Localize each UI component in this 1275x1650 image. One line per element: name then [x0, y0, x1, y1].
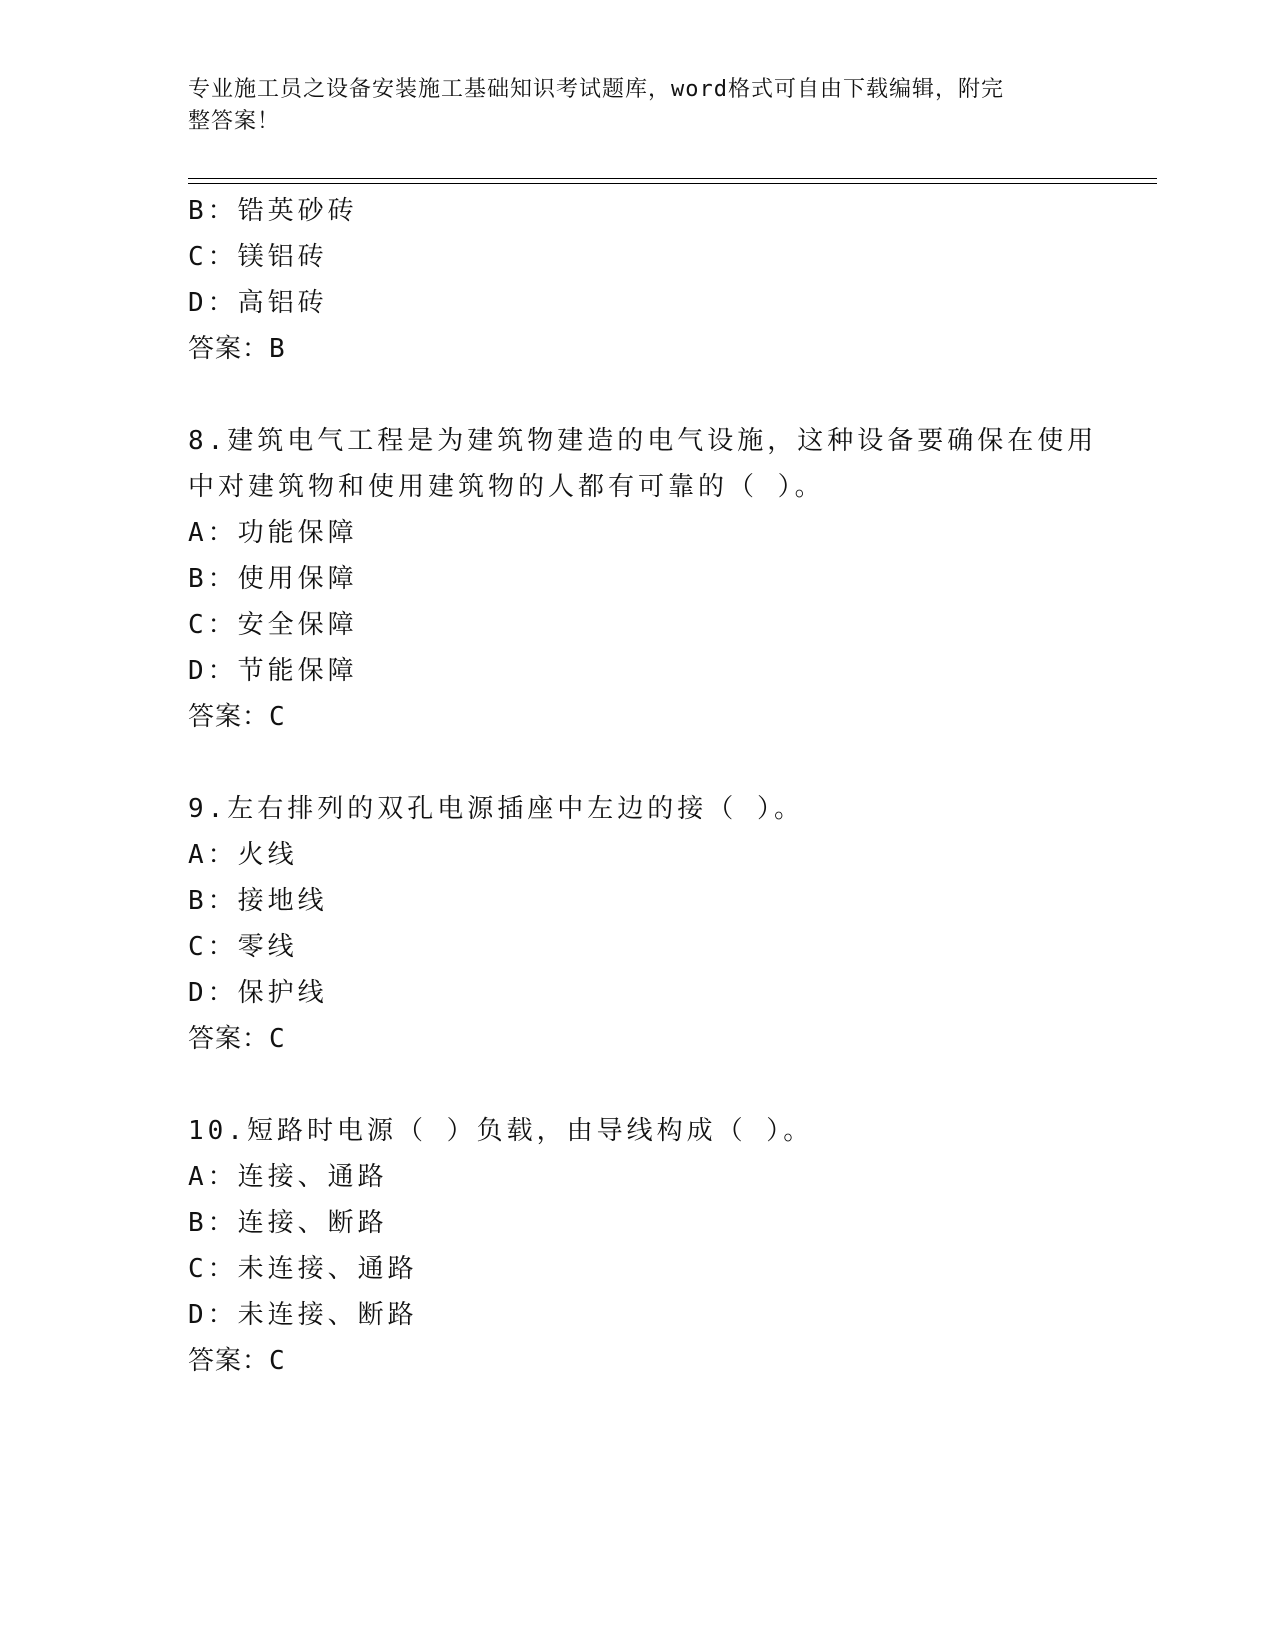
option-a: A：火线	[188, 840, 298, 870]
answer: 答案：C	[188, 702, 286, 732]
document-header	[188, 74, 1068, 138]
question-9	[188, 786, 1088, 1062]
answer: 答案：C	[188, 1346, 286, 1376]
option-d: D：保护线	[188, 978, 328, 1008]
option-d: D：高铝砖	[188, 288, 328, 318]
question-7-tail	[188, 188, 1088, 372]
question-stem: 10.短路时电源（ ）负载，由导线构成（ ）。	[188, 1116, 814, 1146]
question-list	[188, 188, 1098, 1384]
spacer	[188, 740, 1088, 786]
option-b: B：使用保障	[188, 564, 358, 594]
option-a: A：连接、通路	[188, 1162, 388, 1192]
option-b: B：接地线	[188, 886, 328, 916]
option-c: C：安全保障	[188, 610, 358, 640]
option-b: B：锆英砂砖	[188, 196, 358, 226]
option-b: B：连接、断路	[188, 1208, 388, 1238]
question-stem: 9.左右排列的双孔电源插座中左边的接（ ）。	[188, 794, 804, 824]
question-8	[188, 418, 1098, 740]
answer: 答案：C	[188, 1024, 286, 1054]
option-c: C：零线	[188, 932, 298, 962]
header-line-2: 整答案！	[188, 109, 281, 134]
header-rule-bottom	[188, 183, 1157, 184]
answer: 答案：B	[188, 334, 286, 364]
spacer	[188, 372, 1088, 418]
question-stem-continued: 中对建筑物和使用建筑物的人都有可靠的（ ）。	[188, 472, 825, 502]
option-a: A：功能保障	[188, 518, 358, 548]
question-10	[188, 1108, 1088, 1384]
question-stem: 8.建筑电气工程是为建筑物建造的电气设施，这种设备要确保在使用	[188, 426, 1098, 456]
option-c: C：镁铝砖	[188, 242, 328, 272]
option-c: C：未连接、通路	[188, 1254, 418, 1284]
spacer	[188, 1062, 1088, 1108]
option-d: D：节能保障	[188, 656, 358, 686]
option-d: D：未连接、断路	[188, 1300, 418, 1330]
header-line-1: 专业施工员之设备安装施工基础知识考试题库，word格式可自由下载编辑，附完	[188, 77, 1004, 102]
header-rule-top	[188, 178, 1157, 179]
